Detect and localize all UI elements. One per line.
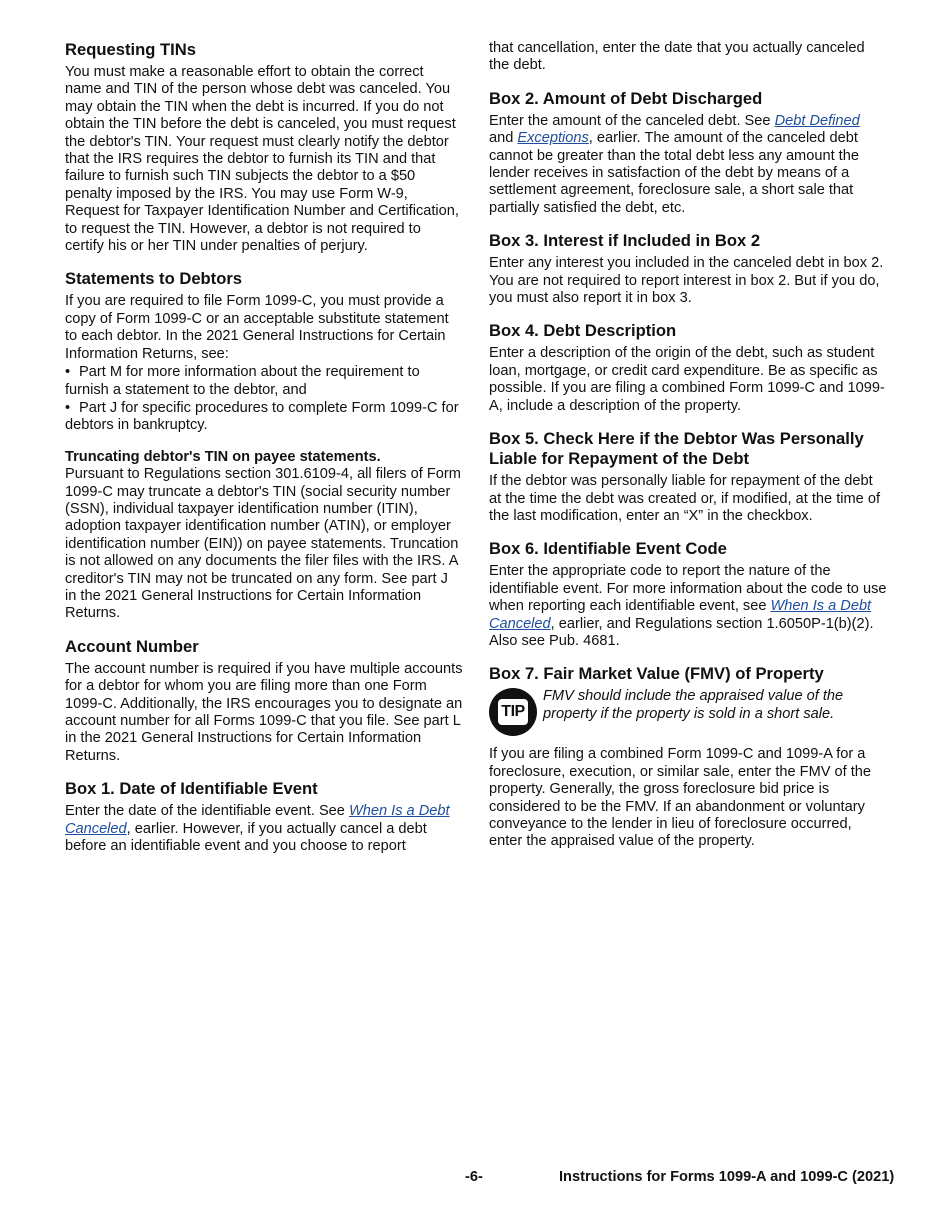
box2-text-a: Enter the amount of the canceled debt. See: [489, 112, 775, 129]
box3-text: Enter any interest you included in the canceled debt in box 2. You are not required to report interest in box 2. But if you do, you must also report it in box 3.: [489, 255, 884, 307]
truncating-paragraph: [65, 449, 463, 623]
statements-to-debtors-heading: Statements to Debtors: [65, 269, 243, 289]
statements-to-debtors-text: If you are required to file Form 1099-C, you must provide a copy of Form 1099-C or an acceptable substitute statement to each debtor. In the 2021 General Instructions for Certain Information Returns, see:: [65, 293, 449, 362]
box6-text: [489, 563, 887, 650]
box6-text-b: , earlier, and Regulations section 1.6050P-1(b)(2). Also see Pub. 4681.: [489, 615, 874, 649]
box6-heading: Box 6. Identifiable Event Code: [489, 539, 727, 559]
tip-icon: [489, 688, 537, 736]
account-number-text: The account number is required if you have multiple accounts for a debtor for whom you are filing more than one Form 1099-C. Additionally, the IRS encourages you to designate an account number for all Forms 1099-C that you file. See part L in the 2021 General Instructions for Certain Information Returns.: [65, 660, 463, 764]
bullet-text: Part J for specific procedures to complete Form 1099-C for debtors in bankruptcy.: [65, 399, 459, 434]
when-is-debt-canceled-link[interactable]: When Is a Debt Canceled: [65, 803, 450, 837]
exceptions-link[interactable]: Exceptions: [517, 130, 589, 147]
left-column: [65, 40, 463, 869]
box1-continued-text: that cancellation, enter the date that you actually canceled the debt.: [489, 40, 865, 74]
box4-text: Enter a description of the origin of the debt, such as student loan, mortgage, or credit card expenditure. Be as specific as possible. If you are filing a combined Form 1099-C and 1099-A, include a description of the property.: [489, 345, 885, 414]
box1-text-b: , earlier. However, if you actually cancel a debt before an identifiable event and you choose to report: [65, 820, 427, 855]
account-number-heading: Account Number: [65, 636, 199, 656]
box5-heading: Box 5. Check Here if the Debtor Was Personally Liable for Repayment of the Debt: [489, 429, 864, 469]
debt-defined-link[interactable]: Debt Defined: [774, 112, 860, 129]
tip-text: FMV should include the appraised value of the property if the property is sold in a short sale.: [543, 688, 844, 722]
box7-heading: Box 7. Fair Market Value (FMV) of Property: [489, 664, 824, 684]
box2-heading: Box 2. Amount of Debt Discharged: [489, 88, 763, 108]
bullet-icon: •: [65, 364, 71, 381]
box2-text: [489, 113, 887, 217]
box5-text: If the debtor was personally liable for repayment of the debt at the time the debt was created or, if modified, at the time of the last modification, enter an “X” in the checkbox.: [489, 473, 880, 524]
truncating-subheading: Truncating debtor's TIN on payee statements.: [65, 448, 381, 465]
box3-heading: Box 3. Interest if Included in Box 2: [489, 231, 761, 251]
page-number: -6-: [465, 1169, 483, 1185]
box6-text-a: Enter the appropriate code to report the nature of the identifiable event. For more information about the code to use when reporting each identifiable event, see: [489, 563, 887, 615]
box1-text: [65, 803, 463, 855]
box2-text-b: and: [489, 130, 518, 147]
box2-text-c: , earlier. The amount of the canceled debt cannot be greater than the total debt less any amount the lender receives in satisfaction of the debt by means of a settlement agreement, foreclosure sale, a short sale that partially satisfied the debt, etc.: [489, 130, 859, 216]
truncating-text: Pursuant to Regulations section 301.6109-4, all filers of Form 1099-C may truncate a debtor's TIN (social security number (SSN), individual taxpayer identification number (ITIN), adoption taxpayer identification number (ATIN), or employer identification number (EIN)) on payee statements. Truncation is not allowed on any documents the filer files with the IRS. A creditor's TIN may not be truncated on any form. See part J in the 2021 General Instructions for Certain Information Returns.: [65, 466, 461, 622]
box1-text-a: Enter the date of the identifiable event. See: [65, 803, 349, 820]
bullet-item-part-m: [65, 364, 463, 399]
box4-heading: Box 4. Debt Description: [489, 321, 677, 341]
tip-label: TIP: [498, 699, 527, 725]
bullet-icon: •: [65, 399, 71, 416]
footer-doc-title: Instructions for Forms 1099-A and 1099-C (2021): [559, 1169, 895, 1185]
tip-callout: [489, 688, 887, 736]
when-is-debt-canceled-link-2[interactable]: When Is a Debt Canceled: [489, 598, 872, 632]
requesting-tins-heading: Requesting TINs: [65, 40, 196, 59]
bullet-text: Part M for more information about the requirement to furnish a statement to the debtor, and: [65, 364, 420, 398]
box1-heading: Box 1. Date of Identifiable Event: [65, 779, 318, 799]
right-column: [489, 40, 887, 865]
box7-text: If you are filing a combined Form 1099-C and 1099-A for a foreclosure, execution, or similar sale, enter the FMV of the property. Generally, the gross foreclosure bid price is considered to be the FMV. If an abandonment or voluntary conveyance to the lender in lieu of foreclosure occurred, enter the appraised value of the property.: [489, 746, 872, 850]
requesting-tins-text: You must make a reasonable effort to obtain the correct name and TIN of the person whose debt was canceled. You may obtain the TIN when the debt is incurred. If you do not obtain the TIN before the debt is canceled, you must request the debtor's TIN. Your request must clearly notify the debtor that the IRS requires the debtor to furnish its TIN and that failure to furnish such TIN subjects the debtor to a $50 penalty imposed by the IRS. You may use Form W-9, Request for Taxpayer Identification Number and Certification, to request the TIN. However, a debtor is not required to certify his or her TIN under penalties of perjury.: [65, 64, 459, 255]
bullet-item-part-j: [65, 400, 463, 435]
